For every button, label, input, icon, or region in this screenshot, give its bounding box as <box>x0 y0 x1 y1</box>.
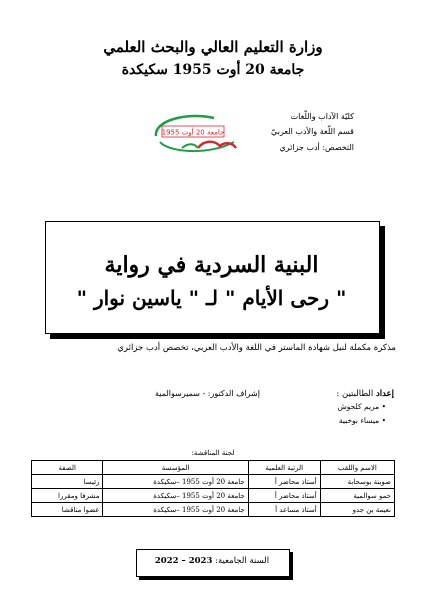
header-role: الصفة <box>32 461 103 475</box>
cell-name: صوينة بوسحابة <box>320 475 394 489</box>
cell-institution: جامعة 20 أوت 1955 –سكيكدة <box>103 475 248 489</box>
table-header-row <box>32 461 395 475</box>
thesis-title-line2: " رحى الأيام " لـ " ياسين نوار " <box>76 286 347 310</box>
ministry-name: وزارة التعليم العالي والبحث العلمي <box>103 38 323 56</box>
academic-year <box>136 556 288 566</box>
cell-name: نعيمة بن جدو <box>320 503 394 517</box>
table-row <box>32 475 395 489</box>
committee-title: لجنة المناقشة: <box>191 449 235 457</box>
preparation-label-bold: إعداد <box>375 389 394 399</box>
cell-rank: أستاذ محاضر أ <box>248 475 320 489</box>
department-name: قسم اللّغة والأدب العربيّ <box>271 127 354 136</box>
cell-rank: أستاذ محاضر أ <box>248 489 320 503</box>
preparation-label <box>336 389 394 399</box>
cell-rank: أستاذ مساعد أ <box>248 503 320 517</box>
student-item: • ميساء بوخبية <box>338 416 386 425</box>
academic-year-value: 2022 – 2023 <box>154 556 213 566</box>
student-name: ميساء بوخبية <box>338 416 380 425</box>
cell-institution: جامعة 20 أوت 1955 –سكيكدة <box>103 503 248 517</box>
cell-institution: جامعة 20 أوت 1955 –سكيكدة <box>103 489 248 503</box>
university-logo <box>148 112 244 156</box>
university-name: جامعة 20 أوت 1955 سكيكدة <box>121 62 305 78</box>
header-institution: المؤسسة <box>103 461 248 475</box>
supervisor-label: إشراف الدكتور: - سميرسوالمية <box>155 389 260 398</box>
logo-text: جامعة 20 أوت 1955 <box>161 128 225 137</box>
header-rank: الرتبة العلمية <box>248 461 320 475</box>
header-name: الاسم واللقب <box>320 461 394 475</box>
faculty-name: كليّة الآداب واللّغات <box>290 112 354 121</box>
table-row <box>32 503 395 517</box>
cell-role: عضوا مناقشا <box>32 503 103 517</box>
specialty-label: التخصص: أدب جزائري <box>279 143 354 152</box>
student-item: • مريم كلحوش <box>337 402 386 411</box>
student-name: مريم كلحوش <box>337 402 380 411</box>
preparation-label-rest: الطالبتين : <box>336 389 376 399</box>
memo-description: مذكرة مكملة لنيل شهادة الماستر في اللغة والأدب العربي، تخصص أدب جزائري <box>117 343 396 353</box>
committee-table <box>31 460 395 517</box>
academic-year-label: السنة الجامعية: <box>215 556 270 566</box>
cell-name: حمو سوالمية <box>320 489 394 503</box>
cell-role: رئيسا <box>32 475 103 489</box>
thesis-title-line1: البنية السردية في رواية <box>104 252 319 278</box>
table-row <box>32 489 395 503</box>
cell-role: مشرفا ومقررا <box>32 489 103 503</box>
